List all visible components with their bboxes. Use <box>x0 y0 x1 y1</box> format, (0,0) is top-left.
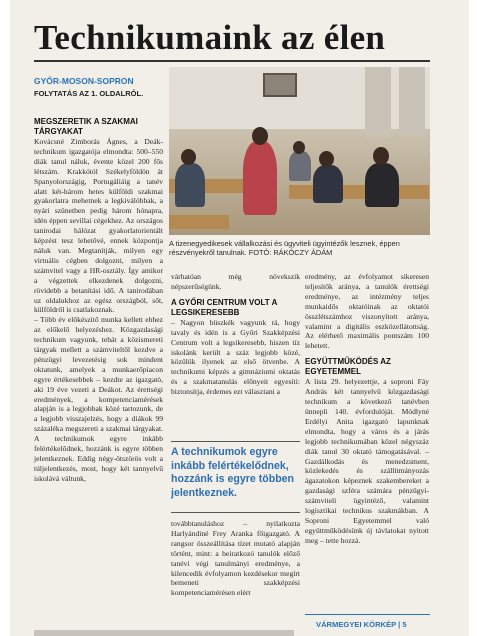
headline-rule <box>34 60 430 62</box>
col2-paragraph: – Nagyon büszkék vagyunk rá, hogy tavaly és idén is a Győri Szakképzési Centrum volt a legsikeresebb, hiszen tíz iskolánk került a száz legjobb közé, közülük ilyenek az első ötvenbe. A technikumi képzés a gimnáziumi oktatás és a szakmatanulás előnyeit egyesíti: biztonsítja, érdemes ezt választani a <box>171 317 300 397</box>
callout-rule-top <box>171 441 300 442</box>
scan-margin-left <box>0 0 10 636</box>
subhead-1: MEGSZERETIK A SZAKMAI TÁRGYAKAT <box>34 117 138 136</box>
scan-margin-right <box>469 0 477 636</box>
footer-rule <box>305 614 430 615</box>
page-footer: VÁRMEGYEI KÖRKÉP | 5 <box>316 620 407 629</box>
section-label: GYŐR-MOSON-SOPRON <box>34 76 134 86</box>
subhead-2: A GYŐRI CENTRUM VOLT A LEGSIKERESEBB <box>171 297 278 317</box>
photo-head <box>319 151 334 167</box>
column-1 <box>34 117 163 484</box>
col1-paragraph-2: – Több év előkészítő munka kellett ehhez az előkelő helyezéshez. Közgazdasági technikum vagyunk, tehát a közismereti tárgyak mellett a számviteltől kezdve a pénzügyi levezetésig sok mindent oktatunk, amelyek a munkaerőpiacon egyre értékesebbek – kezdte az igazgató, aki 19 éve vezeti a Deákot. Az érettségi eredmények, a kompetenciamérések alapján is a legjobbak közé tartozunk, de a legjobb visszajelzés, hogy a diákok 99 százaléka megszereti a szakmai tárgyakat. A technikumok egyre inkább felértékelődnek, hozzánk is egyre többen jelentkeznek. Eddig négy-ötszörös volt a túljelentkezés, most, hogy két tannyelvű iskolává váltunk, <box>34 315 163 483</box>
col1-paragraph-1: Kovácsné Zimborás Ágnes, a Deák-technikum igazgatója elmondta: 500–550 diák tanul náluk, évente közel 200 fős létszám. Krakkótól Székelyföldön át Spanyolországig, Portugáliáig a tanév alatt két-három hetes külföldi szakmai gyakorlatra mehetnek a legkiválóbbak, a nyári szünetben pedig három hónapra, idén éppen sevillai cégekhez. Az országos tanirodai hálózat gyakorlatorientált képzést tesz lehetővé, ennek központja náluk van. Megtanítják, milyen egy virtuális cégben dolgozni, milyen a számvitel vagy a HR-osztály. Így amikor a végzettek elkezdenek dolgozni, rövidebb a betanítási idő. A tanirodában uz oldalukhoz az egész országból, sőt, külföldről is csatlakoznak. <box>34 137 163 315</box>
photo-student <box>289 151 311 181</box>
photo-head <box>373 147 389 165</box>
pull-quote: A technikumok egyre inkább felértékelődnek, hozzánk is egyre többen jelentkeznek. <box>171 446 295 499</box>
col2-tail: továbbtanuláshoz – nyilatkozta Harlyándiné Frey Aranka főigazgató. A rangsor összeállítása tízet mutató alapján történt, mint: a beiratkozó tanulók előző tanévi végi tanulmányi eredménye, a kilencedik évfolyamon kezdésekor megírt bemeneti szakképzési kompetenciamérésen elért <box>171 519 300 598</box>
photo-teacher <box>243 141 277 215</box>
photo-head <box>293 141 305 154</box>
article-headline: Technikumaink az élen <box>34 18 386 57</box>
photo-student <box>175 163 205 207</box>
photo-desk <box>289 185 429 199</box>
column-2-continued <box>171 519 300 598</box>
photo-head <box>181 149 196 165</box>
photo-caption: A tizenegyedikesek vállalkozási és ügyviteli ügyintézők lesznek, éppen részvényekről tanulnak. FOTÓ: RÁKÓCZY ÁDÁM <box>169 239 400 258</box>
next-article-strip <box>34 630 294 636</box>
col2-lead: várhatóan még növekszik népszerűségünk. <box>171 272 300 291</box>
column-2 <box>171 272 300 397</box>
photo-board <box>263 73 297 97</box>
photo-student <box>365 163 399 207</box>
photo-desk <box>169 215 229 229</box>
callout-rule-bottom <box>171 512 300 513</box>
photo-student <box>313 165 343 203</box>
classroom-photo <box>169 67 430 235</box>
photo-head <box>252 127 268 145</box>
subhead-3: EGYÜTTMŰKÖDÉS AZ EGYETEMMEL <box>305 357 391 377</box>
column-3 <box>305 272 429 546</box>
continued-label: FOLYTATÁS AZ 1. OLDALRÓL. <box>34 89 144 98</box>
photo-window <box>365 67 391 137</box>
photo-window <box>399 67 425 137</box>
col3-lead: eredmény, az évfolyamot sikeresen teljesítők aránya, a tanulók érettségi eredménye, az intézmény teljes munkaidős oktatóinak az oktatói összlétszámhoz viszonyított aránya, valamint a digitális eszközellátottság. Az elérhető maximális pontszám 100 lehetett. <box>305 272 429 351</box>
col3-paragraph: A lista 29. helyezettje, a soproni Fáy András két tannyelvű közgazdasági technikum a következő tanévben ünnepli 140. évfordulóját. Módlyné Erdélyi Anita igazgató lapunknak elmondta, hogy a város és a járás legjobb technikumában közel négyszáz diák tanul 30 oktató támogatásával. – Gazdálkodás és menedzsment, közlekedés és szállítmányozás ágazatokon képeznek szakembereket a gazdasági szféra számára pénzügyi-számviteli ügyintéző, valamint logisztikai technikus szakmákban. A Soproni Egyetemmel való együttműködésünk új távlatokat nyitott meg – tette hozzá. <box>305 377 429 545</box>
